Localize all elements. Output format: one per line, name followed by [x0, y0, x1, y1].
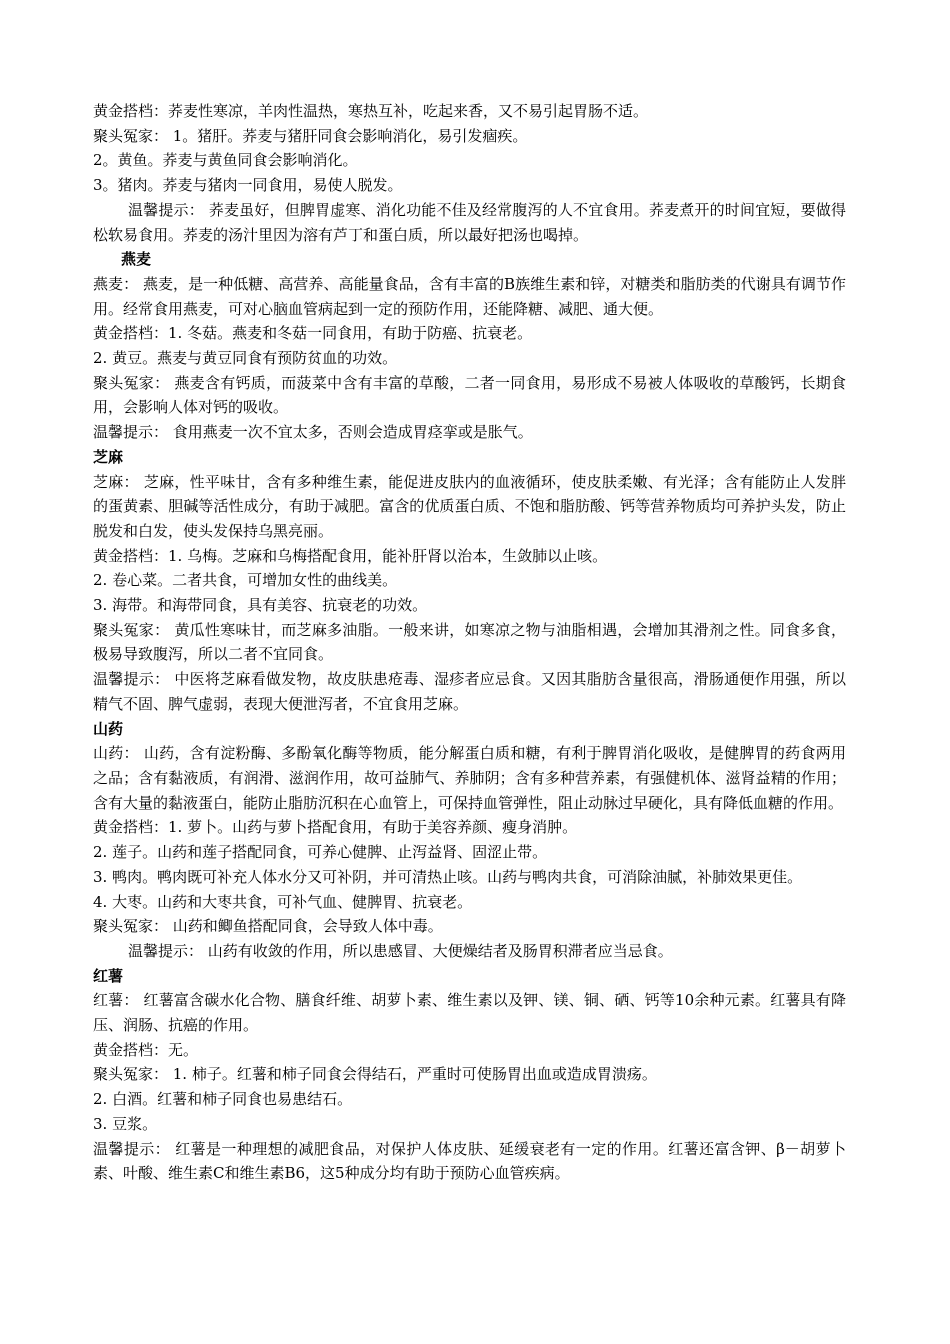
- oats-heading: 燕麦: [121, 250, 152, 269]
- sweet-potato-heading: 红薯: [93, 966, 124, 985]
- yam-golden-1: 黄金搭档：1. 萝卜。山药与萝卜搭配食用，有助于美容养颜、瘦身消肿。: [93, 818, 578, 837]
- oats-tip: 温馨提示： 食用燕麦一次不宜太多，否则会造成胃痉挛或是胀气。: [93, 423, 533, 442]
- yam-tip: 温馨提示： 山药有收敛的作用，所以患感冒、大便燥结者及肠胃积滞者应当忌食。: [128, 941, 673, 960]
- yam-enemy: 聚头冤家： 山药和鲫鱼搭配同食，会导致人体中毒。: [93, 917, 443, 936]
- sweet-potato-enemy-3: 3. 豆浆。: [93, 1114, 158, 1133]
- buckwheat-enemy-2: 2。黄鱼。荞麦与黄鱼同食会影响消化。: [93, 151, 358, 170]
- buckwheat-tip: 温馨提示： 荞麦虽好，但脾胃虚寒、消化功能不佳及经常腹泻的人不宜食用。荞麦煮开的时间宜短，要做得松软易食用。荞麦的汤汁里因为溶有芦丁和蛋白质，所以最好把汤也喝掉。: [93, 200, 846, 244]
- sesame-golden-1: 黄金搭档：1. 乌梅。芝麻和乌梅搭配食用，能补肝肾以治本，生敛肺以止咳。: [93, 546, 608, 565]
- sesame-golden-2: 2. 卷心菜。二者共食，可增加女性的曲线美。: [93, 571, 398, 590]
- sesame-tip: 温馨提示： 中医将芝麻看做发物，故皮肤患疮毒、湿疹者应忌食。又因其脂肪含量很高，滑肠通便作用强，所以精气不固、脾气虚弱，表现大便泄泻者，不宜食用芝麻。: [93, 670, 846, 713]
- yam-golden-2: 2. 莲子。山药和莲子搭配同食，可养心健脾、止泻益肾、固涩止带。: [93, 843, 548, 862]
- buckwheat-enemy-3: 3。猪肉。荞麦与猪肉一同食用，易使人脱发。: [93, 176, 403, 195]
- sweet-potato-golden: 黄金搭档：无。: [93, 1040, 199, 1059]
- sweet-potato-enemy-1: 聚头冤家： 1. 柿子。红薯和柿子同食会得结石，严重时可使肠胃出血或造成胃溃疡。: [93, 1065, 657, 1084]
- sweet-potato-tip: 温馨提示： 红薯是一种理想的减肥食品，对保护人体皮肤、延缓衰老有一定的作用。红薯还富含钾、β－胡萝卜素、叶酸、维生素C和维生素B6，这5种成分均有助于预防心血管疾病。: [93, 1139, 846, 1183]
- sesame-heading: 芝麻: [93, 447, 124, 466]
- oats-golden-1: 黄金搭档：1. 冬菇。燕麦和冬菇一同食用，有助于防癌、抗衰老。: [93, 324, 533, 343]
- sesame-enemy: 聚头冤家： 黄瓜性寒味甘，而芝麻多油脂。一般来讲，如寒凉之物与油脂相遇，会增加其滑剂之性。同食多食，极易导致腹泻，所以二者不宜同食。: [93, 620, 846, 664]
- yam-intro: 山药： 山药，含有淀粉酶、多酚氧化酶等物质，能分解蛋白质和糖，有利于脾胃消化吸收，是健脾胃的药食两用之品；含有黏液质，有润滑、滋润作用，故可益肺气、养肺阴；含有多种营养素，有强健机体、滋肾益精的作用；含有大量的黏液蛋白，能防止脂肪沉积在心血管上，可保持血管弹性，阻止动脉过早硬化，具有降低血糖的作用。: [93, 744, 846, 812]
- yam-golden-4: 4. 大枣。山药和大枣共食，可补气血、健脾胃、抗衰老。: [93, 892, 473, 911]
- sweet-potato-intro: 红薯： 红薯富含碳水化合物、膳食纤维、胡萝卜素、维生素以及钾、镁、铜、硒、钙等10余种元素。红薯具有降压、润肠、抗癌的作用。: [93, 991, 846, 1035]
- buckwheat-golden-pair: 黄金搭档：荞麦性寒凉，羊肉性温热，寒热互补，吃起来香，又不易引起胃肠不适。: [93, 102, 649, 120]
- buckwheat-enemy-1: 聚头冤家： 1。猪肝。荞麦与猪肝同食会影响消化，易引发痼疾。: [93, 126, 528, 145]
- yam-golden-3: 3. 鸭肉。鸭肉既可补充人体水分又可补阴，并可清热止咳。山药与鸭肉共食，可消除油腻，补肺效果更佳。: [93, 867, 803, 886]
- sesame-golden-3: 3. 海带。和海带同食，具有美容、抗衰老的功效。: [93, 596, 428, 615]
- oats-golden-2: 2. 黄豆。燕麦与黄豆同食有预防贫血的功效。: [93, 349, 398, 368]
- yam-heading: 山药: [93, 719, 124, 738]
- sweet-potato-enemy-2: 2. 白酒。红薯和柿子同食也易患结石。: [93, 1090, 353, 1109]
- oats-enemy: 聚头冤家： 燕麦含有钙质，而菠菜中含有丰富的草酸，二者一同食用，易形成不易被人体吸收的草酸钙，长期食用，会影响人体对钙的吸收。: [93, 373, 846, 417]
- sesame-intro: 芝麻： 芝麻，性平味甘，含有多种维生素，能促进皮肤内的血液循环，使皮肤柔嫩、有光泽；含有能防止人发胖的蛋黄素、胆碱等活性成分，有助于减肥。富含的优质蛋白质、不饱和脂肪酸、钙等营养物质均可养护头发，防止脱发和白发，使头发保持乌黑亮丽。: [93, 472, 846, 540]
- oats-intro: 燕麦： 燕麦，是一种低糖、高营养、高能量食品，含有丰富的B族维生素和锌，对糖类和脂肪类的代谢具有调节作用。经常食用燕麦，可对心脑血管病起到一定的预防作用，还能降糖、减肥、通大便。: [93, 274, 846, 318]
